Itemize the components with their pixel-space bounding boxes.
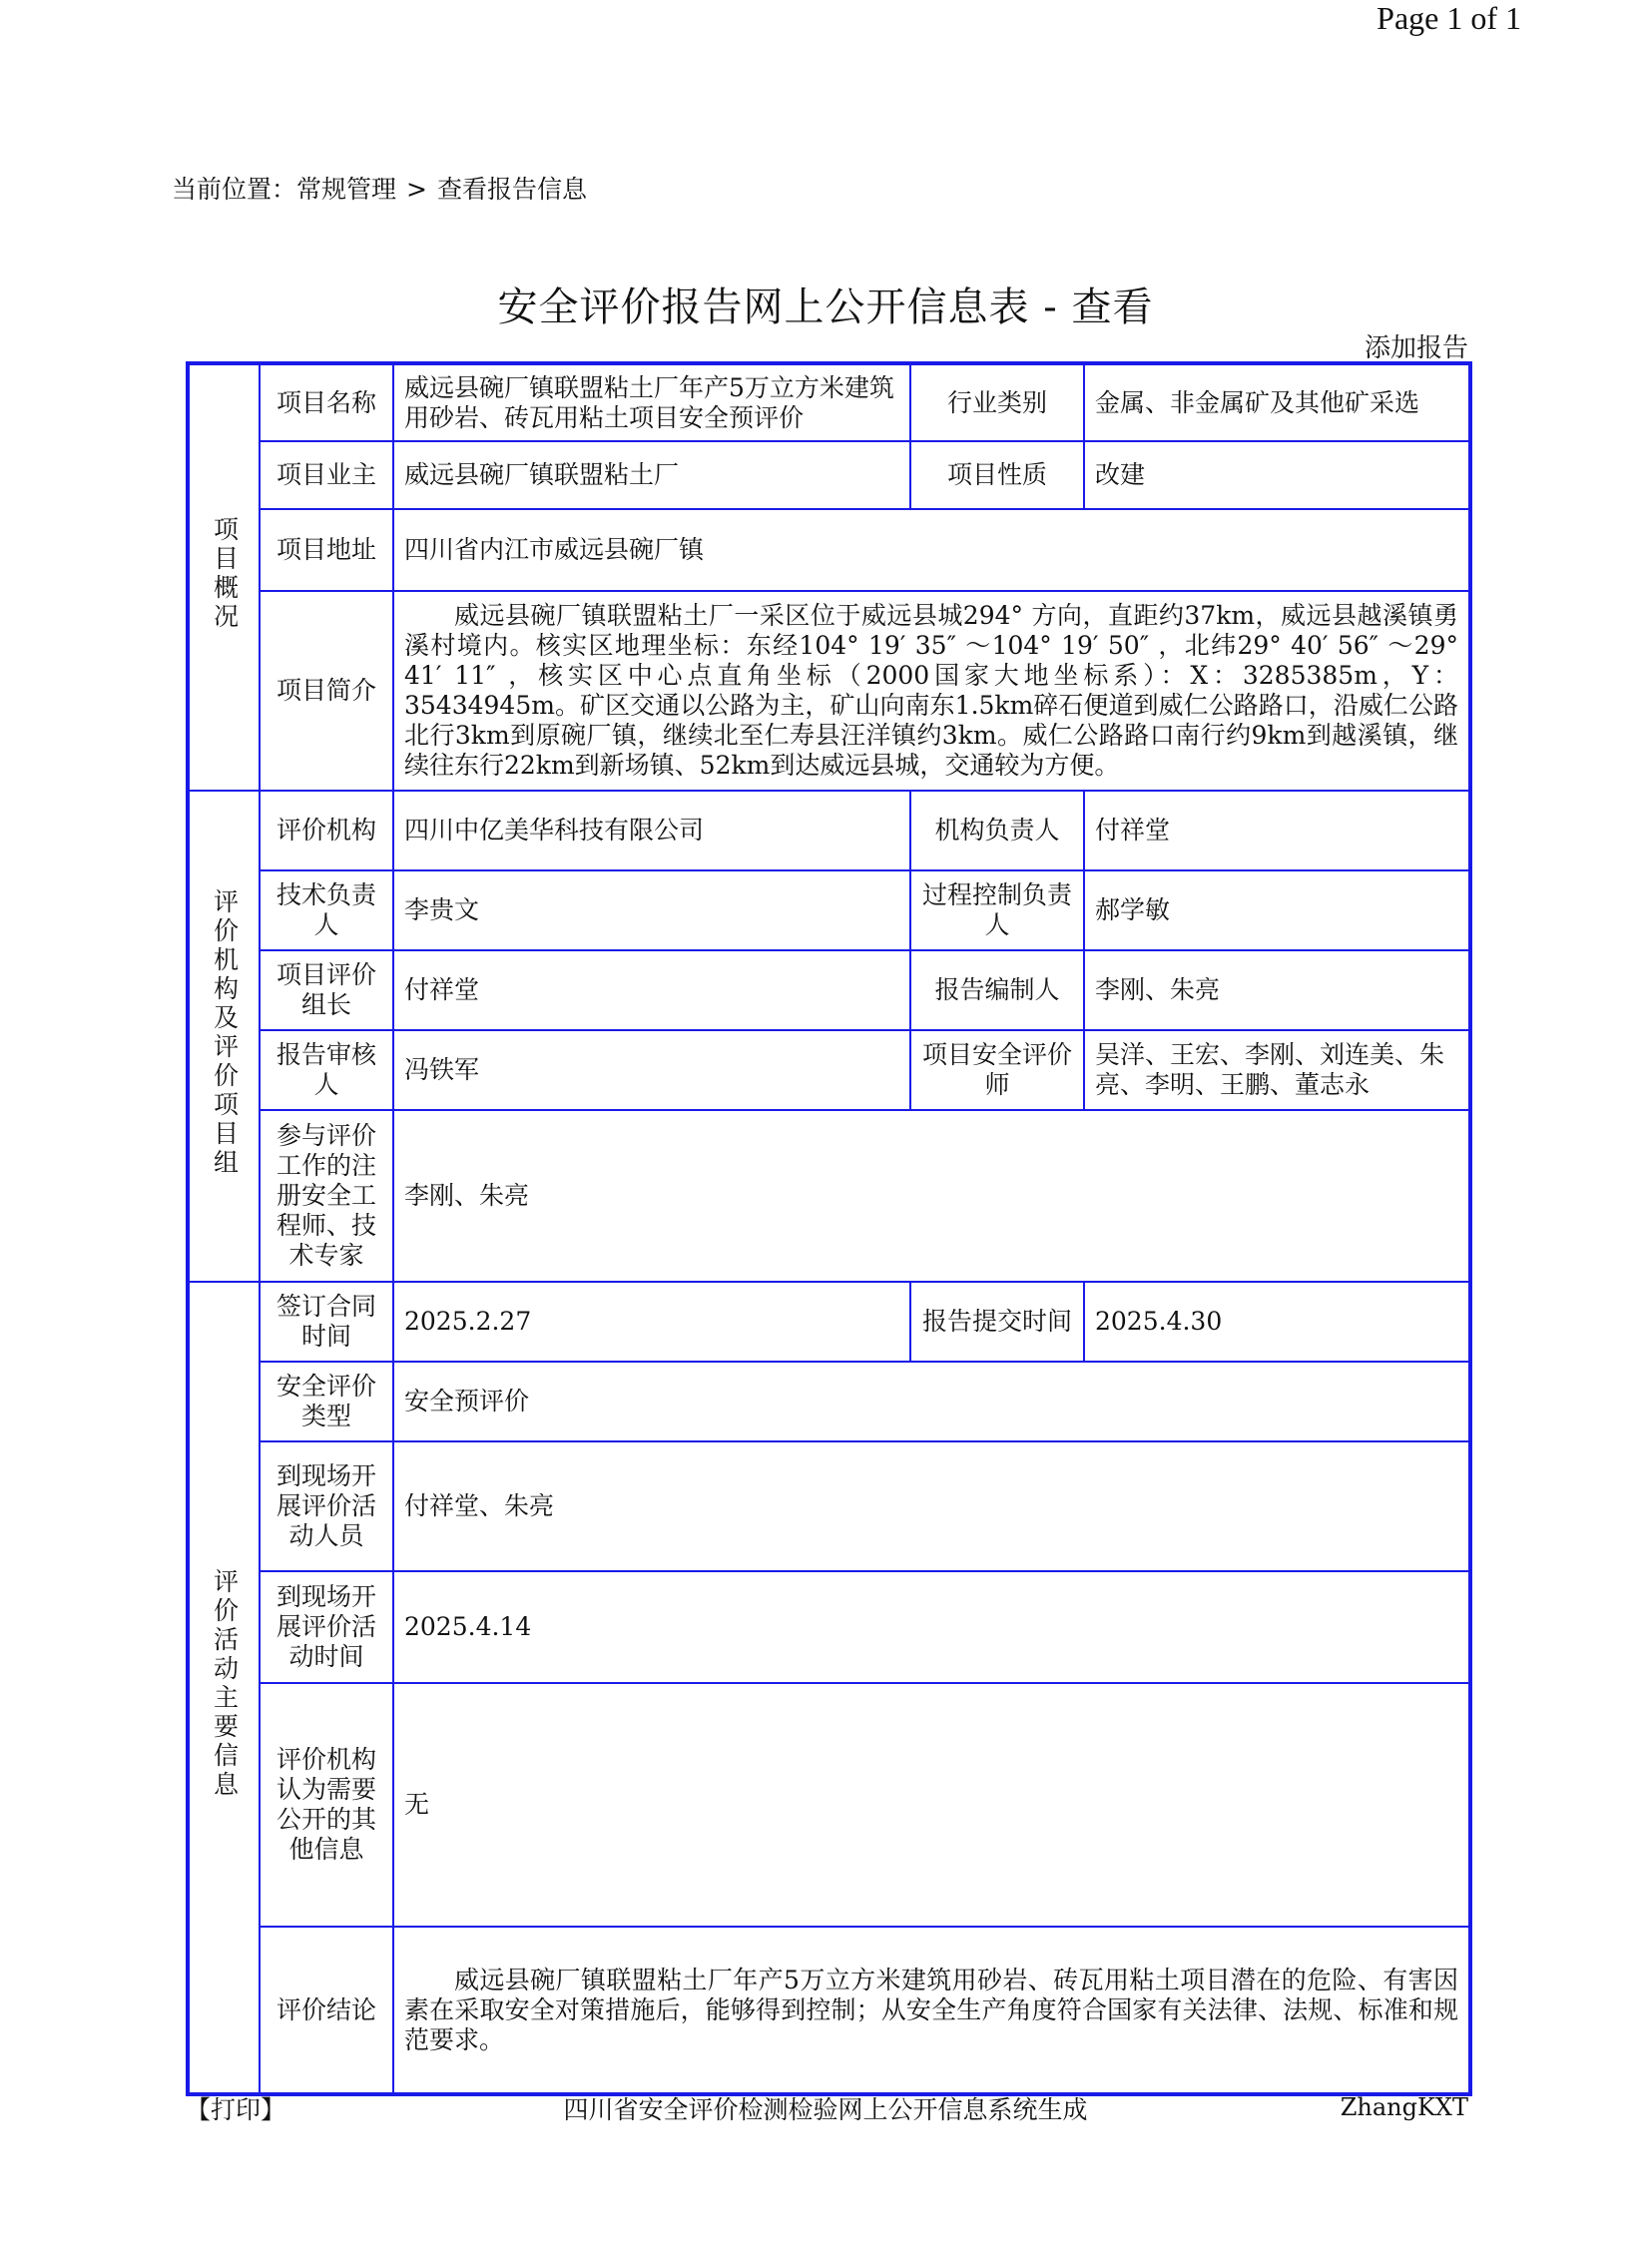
reviewer-value: 冯铁军 bbox=[393, 1030, 910, 1110]
team-leader-label: 项目评价组长 bbox=[260, 950, 393, 1030]
section-activity: 评价活动主要信息 bbox=[188, 1282, 260, 2094]
print-button[interactable]: 【打印】 bbox=[186, 2095, 286, 2124]
industry-label: 行业类别 bbox=[910, 363, 1084, 441]
nature-label: 项目性质 bbox=[910, 441, 1084, 509]
intro-value: 威远县碗厂镇联盟粘土厂一采区位于威远县城294° 方向，直距约37km，威远县越溪镇勇溪村境内。核实区地理坐标：东经104° 19′ 35″ ～104° 19′ 50″ ，北纬29° 40′ 56″ ～29° 41′ 11″ ，核实区中心点直角坐标（2000国家大地坐标系）：X：3285385m，Y：35434945m。矿区交通以公路为主，矿山向南东1.5km碎石便道到威仁公路路口，沿威仁公路北行3km到原碗厂镇，继续北至仁寿县汪洋镇约3km。威仁公路路口南行约9km到越溪镇，继续往东行22km到新场镇、52km到达威远县城，交通较为方便。 bbox=[393, 591, 1470, 791]
page-title: 安全评价报告网上公开信息表 - 查看 bbox=[497, 284, 1154, 330]
table-row bbox=[188, 1683, 1470, 1927]
report-author-label: 报告编制人 bbox=[910, 950, 1084, 1030]
nature-value: 改建 bbox=[1084, 441, 1470, 509]
tech-head-value: 李贵文 bbox=[393, 870, 910, 950]
project-name-value: 威远县碗厂镇联盟粘土厂年产5万立方米建筑用砂岩、砖瓦用粘土项目安全预评价 bbox=[393, 363, 910, 441]
org-head-value: 付祥堂 bbox=[1084, 791, 1470, 870]
industry-value: 金属、非金属矿及其他矿采选 bbox=[1084, 363, 1470, 441]
conclusion-value: 威远县碗厂镇联盟粘土厂年产5万立方米建筑用砂岩、砖瓦用粘土项目潜在的危险、有害因素在采取安全对策措施后，能够得到控制；从安全生产角度符合国家有关法律、法规、标准和规范要求。 bbox=[393, 1927, 1470, 2094]
table-row bbox=[188, 1441, 1470, 1571]
table-row bbox=[188, 441, 1470, 509]
onsite-time-label: 到现场开展评价活动时间 bbox=[260, 1571, 393, 1683]
org-value: 四川中亿美华科技有限公司 bbox=[393, 791, 910, 870]
submit-date-label: 报告提交时间 bbox=[910, 1282, 1084, 1362]
table-row bbox=[188, 1927, 1470, 2094]
intro-label: 项目简介 bbox=[260, 591, 393, 791]
table-row bbox=[188, 1571, 1470, 1683]
owner-label: 项目业主 bbox=[260, 441, 393, 509]
table-row bbox=[188, 1030, 1470, 1110]
footer-system-name: 四川省安全评价检测检验网上公开信息系统生成 bbox=[563, 2095, 1088, 2124]
table-row bbox=[188, 950, 1470, 1030]
contract-date-label: 签订合同时间 bbox=[260, 1282, 393, 1362]
project-name-label: 项目名称 bbox=[260, 363, 393, 441]
other-info-label: 评价机构认为需要公开的其他信息 bbox=[260, 1683, 393, 1927]
team-leader-value: 付祥堂 bbox=[393, 950, 910, 1030]
table-row bbox=[188, 1362, 1470, 1441]
breadcrumb bbox=[172, 170, 587, 206]
onsite-time-value: 2025.4.14 bbox=[393, 1571, 1470, 1683]
table-row bbox=[188, 870, 1470, 950]
contract-date-value: 2025.2.27 bbox=[393, 1282, 910, 1362]
table-row bbox=[188, 791, 1470, 870]
table-row bbox=[188, 1110, 1470, 1282]
onsite-people-value: 付祥堂、朱亮 bbox=[393, 1441, 1470, 1571]
evaluators-value: 吴洋、王宏、李刚、刘连美、朱亮、李明、王鹏、董志永 bbox=[1084, 1030, 1470, 1110]
other-info-value: 无 bbox=[393, 1683, 1470, 1927]
breadcrumb-separator: > bbox=[406, 175, 427, 204]
table-row bbox=[188, 591, 1470, 791]
conclusion-label: 评价结论 bbox=[260, 1927, 393, 2094]
table-row bbox=[188, 363, 1470, 441]
add-report-link[interactable]: 添加报告 bbox=[1364, 333, 1468, 363]
eval-type-value: 安全预评价 bbox=[393, 1362, 1470, 1441]
section-org: 评价机构及评价项目组 bbox=[188, 791, 260, 1282]
breadcrumb-item-routine[interactable]: 常规管理 bbox=[296, 175, 397, 204]
address-label: 项目地址 bbox=[260, 509, 393, 591]
submit-date-value: 2025.4.30 bbox=[1084, 1282, 1470, 1362]
engineers-value: 李刚、朱亮 bbox=[393, 1110, 1470, 1282]
page-number: Page 1 of 1 bbox=[1376, 0, 1521, 36]
evaluators-label: 项目安全评价师 bbox=[910, 1030, 1084, 1110]
report-author-value: 李刚、朱亮 bbox=[1084, 950, 1470, 1030]
owner-value: 威远县碗厂镇联盟粘土厂 bbox=[393, 441, 910, 509]
org-label: 评价机构 bbox=[260, 791, 393, 870]
breadcrumb-prefix: 当前位置： bbox=[172, 175, 297, 204]
tech-head-label: 技术负责人 bbox=[260, 870, 393, 950]
table-row bbox=[188, 509, 1470, 591]
engineers-label: 参与评价工作的注册安全工程师、技术专家 bbox=[260, 1110, 393, 1282]
address-value: 四川省内江市威远县碗厂镇 bbox=[393, 509, 1470, 591]
org-head-label: 机构负责人 bbox=[910, 791, 1084, 870]
info-table bbox=[186, 361, 1472, 2096]
onsite-people-label: 到现场开展评价活动人员 bbox=[260, 1441, 393, 1571]
process-head-label: 过程控制负责人 bbox=[910, 870, 1084, 950]
reviewer-label: 报告审核人 bbox=[260, 1030, 393, 1110]
footer-user: ZhangKXT bbox=[1340, 2093, 1468, 2121]
section-overview: 项目概况 bbox=[188, 363, 260, 791]
table-row bbox=[188, 1282, 1470, 1362]
eval-type-label: 安全评价类型 bbox=[260, 1362, 393, 1441]
process-head-value: 郝学敏 bbox=[1084, 870, 1470, 950]
breadcrumb-item-current: 查看报告信息 bbox=[436, 175, 587, 204]
